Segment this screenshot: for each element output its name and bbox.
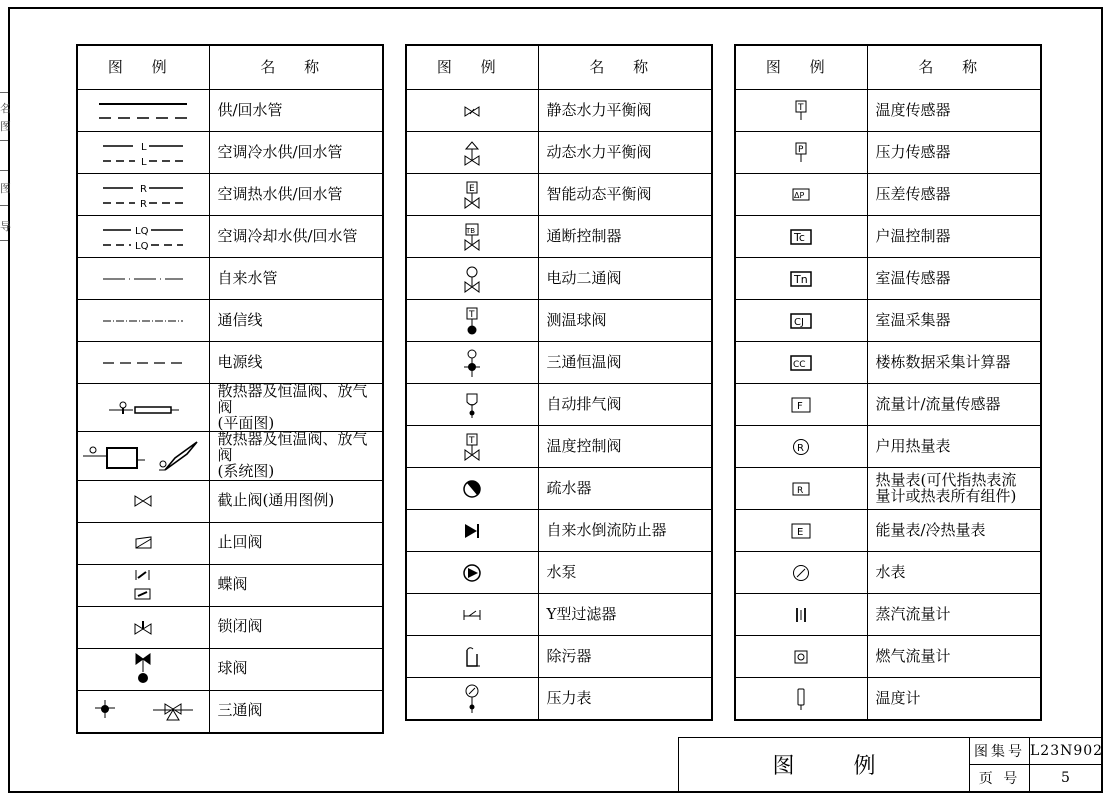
check-valve-icon (77, 522, 209, 564)
svg-text:ΔP: ΔP (794, 190, 805, 200)
temperature-ball-valve-icon (406, 300, 538, 342)
radiator-system-icon (77, 432, 209, 480)
edge-mark: 图 (0, 120, 11, 133)
legend-table-3 (734, 44, 1042, 721)
page-number-label: 页 号 (970, 765, 1030, 792)
motorized-two-way-valve-icon (406, 258, 538, 300)
item-name: 截止阀(通用图例) (209, 480, 383, 522)
household-heat-meter-icon (735, 426, 867, 468)
title-block (678, 737, 1102, 792)
smart-balance-valve-icon (406, 174, 538, 216)
header-legend: 图 例 (735, 45, 867, 90)
item-name: 燃气流量计 (867, 636, 1041, 678)
item-name: 室温采集器 (867, 300, 1041, 342)
header-name: 名 称 (209, 45, 383, 90)
item-name: 电源线 (209, 342, 383, 384)
item-name: 压力传感器 (867, 132, 1041, 174)
item-name: 散热器及恒温阀、放气阀 (平面图) (209, 384, 383, 432)
temperature-sensor-icon (735, 90, 867, 132)
item-name: 止回阀 (209, 522, 383, 564)
item-name: 三通恒温阀 (538, 342, 712, 384)
lock-valve-icon (77, 606, 209, 648)
item-name: 智能动态平衡阀 (538, 174, 712, 216)
svg-text:LQ: LQ (135, 240, 149, 250)
room-temp-sensor-icon (735, 258, 867, 300)
item-name: 除污器 (538, 636, 712, 678)
item-name: 压力表 (538, 678, 712, 721)
ac-hot-water-pipe-icon (77, 174, 209, 216)
item-name: 散热器及恒温阀、放气阀 (系统图) (209, 432, 383, 480)
item-name: 能量表/冷热量表 (867, 510, 1041, 552)
svg-text:R: R (140, 198, 148, 208)
item-name: 蒸汽流量计 (867, 594, 1041, 636)
flow-meter-icon (735, 384, 867, 426)
atlas-number: L23N902 (1030, 738, 1102, 765)
gas-flow-meter-icon (735, 636, 867, 678)
item-name: 供/回水管 (209, 90, 383, 132)
item-name: 室温传感器 (867, 258, 1041, 300)
item-name: 静态水力平衡阀 (538, 90, 712, 132)
item-name: 温度传感器 (867, 90, 1041, 132)
item-name: 通信线 (209, 300, 383, 342)
steam-trap-icon (406, 468, 538, 510)
room-temp-collector-icon (735, 300, 867, 342)
supply-return-pipe-icon (77, 90, 209, 132)
ac-chilled-water-pipe-icon (77, 132, 209, 174)
item-name: 水泵 (538, 552, 712, 594)
item-name: 通断控制器 (538, 216, 712, 258)
item-name: 水表 (867, 552, 1041, 594)
edge-mark: 图 (0, 182, 11, 195)
energy-meter-icon (735, 510, 867, 552)
item-name: 测温球阀 (538, 300, 712, 342)
svg-text:TB: TB (466, 226, 476, 235)
header-legend: 图 例 (406, 45, 538, 90)
item-name: 自来水管 (209, 258, 383, 300)
legend-table-1 (76, 44, 384, 734)
radiator-plan-icon (77, 384, 209, 432)
item-name: 户温控制器 (867, 216, 1041, 258)
item-name: 空调热水供/回水管 (209, 174, 383, 216)
thermometer-icon (735, 678, 867, 721)
dirt-separator-icon (406, 636, 538, 678)
item-name: 空调冷却水供/回水管 (209, 216, 383, 258)
header-name: 名 称 (538, 45, 712, 90)
svg-text:R: R (797, 485, 804, 496)
svg-text:Tc: Tc (794, 230, 806, 244)
svg-text:Tn: Tn (794, 272, 808, 286)
differential-pressure-sensor-icon (735, 174, 867, 216)
item-name: 三通阀 (209, 690, 383, 733)
svg-text:E: E (797, 526, 804, 538)
butterfly-valve-icon (77, 564, 209, 606)
communication-line-icon (77, 300, 209, 342)
svg-text:P: P (798, 144, 804, 155)
svg-text:CC: CC (793, 359, 806, 370)
item-name: 压差传感器 (867, 174, 1041, 216)
atlas-number-label: 图集号 (970, 738, 1030, 765)
steam-flow-meter-icon (735, 594, 867, 636)
item-name: 温度控制阀 (538, 426, 712, 468)
svg-text:CJ: CJ (794, 316, 805, 328)
svg-text:L: L (141, 156, 147, 166)
y-strainer-icon (406, 594, 538, 636)
svg-text:T: T (469, 435, 475, 446)
item-name: 温度计 (867, 678, 1041, 721)
item-name: 电动二通阀 (538, 258, 712, 300)
item-name: 楼栋数据采集计算器 (867, 342, 1041, 384)
item-name: 空调冷水供/回水管 (209, 132, 383, 174)
drawing-title: 图 例 (679, 738, 970, 792)
ac-cooling-water-pipe-icon (77, 216, 209, 258)
backflow-preventer-icon (406, 510, 538, 552)
svg-text:T: T (469, 309, 475, 320)
header-name: 名 称 (867, 45, 1041, 90)
item-name: 疏水器 (538, 468, 712, 510)
item-name: 蝶阀 (209, 564, 383, 606)
pressure-sensor-icon (735, 132, 867, 174)
item-name: 流量计/流量传感器 (867, 384, 1041, 426)
item-name: 动态水力平衡阀 (538, 132, 712, 174)
heat-meter-icon (735, 468, 867, 510)
svg-text:R: R (140, 183, 148, 195)
item-name: 热量表(可代指热表流 量计或热表所有组件) (867, 468, 1041, 510)
water-meter-icon (735, 552, 867, 594)
three-way-thermostatic-valve-icon (406, 342, 538, 384)
ball-valve-icon (77, 648, 209, 690)
household-temp-controller-icon (735, 216, 867, 258)
pressure-gauge-icon (406, 678, 538, 721)
legend-table-2 (405, 44, 713, 721)
stop-valve-icon (77, 480, 209, 522)
svg-text:E: E (469, 183, 475, 194)
air-vent-icon (406, 384, 538, 426)
header-legend: 图 例 (77, 45, 209, 90)
svg-text:LQ: LQ (135, 225, 149, 237)
pump-icon (406, 552, 538, 594)
three-way-valve-icon (77, 690, 209, 733)
tap-water-pipe-icon (77, 258, 209, 300)
svg-text:R: R (797, 442, 805, 454)
item-name: 自来水倒流防止器 (538, 510, 712, 552)
item-name: 球阀 (209, 648, 383, 690)
temperature-control-valve-icon (406, 426, 538, 468)
static-balance-valve-icon (406, 90, 538, 132)
edge-mark: 导 (0, 220, 11, 233)
building-data-computer-icon (735, 342, 867, 384)
item-name: 锁闭阀 (209, 606, 383, 648)
page-number: 5 (1030, 765, 1102, 792)
item-name: Y型过滤器 (538, 594, 712, 636)
edge-mark: 名 (0, 102, 11, 115)
dynamic-balance-valve-icon (406, 132, 538, 174)
item-name: 自动排气阀 (538, 384, 712, 426)
power-line-icon (77, 342, 209, 384)
svg-text:T: T (798, 102, 804, 113)
svg-text:L: L (141, 141, 147, 153)
item-name: 户用热量表 (867, 426, 1041, 468)
svg-text:F: F (797, 400, 804, 412)
on-off-controller-icon (406, 216, 538, 258)
